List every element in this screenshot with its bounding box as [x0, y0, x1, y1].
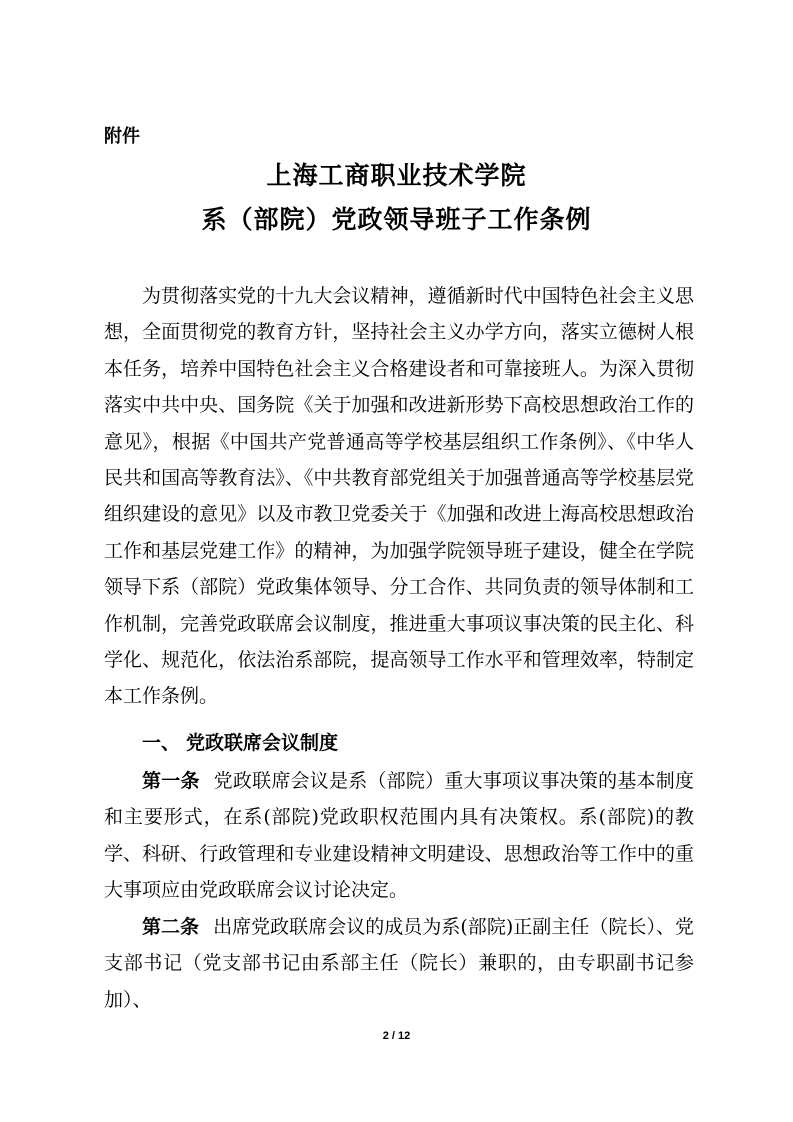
page-number: 2 / 12 — [382, 1030, 411, 1042]
section-title: 党政联席会议制度 — [186, 732, 339, 754]
article-1 — [104, 763, 694, 909]
section-heading — [142, 728, 338, 755]
article-1-label: 第一条 — [142, 770, 200, 792]
document-title-line2: 系（部院）党政领导班子工作条例 — [201, 205, 592, 234]
intro-paragraph: 为贯彻落实党的十九大会议精神，遵循新时代中国特色社会主义思想，全面贯彻党的教育方针，坚持社会主义办学方向，落实立德树人根本任务，培养中国特色社会主义合格建设者和可靠接班人。为深入贯彻落实中共中央、国务院《关于加强和改进新形势下高校思想政治工作的意见》，根据《中国共产党普通高等学校基层组织工作条例》、《中华人民共和国高等教育法》、《中共教育部党组关于加强普通高等学校基层党组织建设的意见》以及市教卫党委关于《加强和改进上海高校思想政治工作和基层党建工作》的精神，为加强学院领导班子建设，健全在学院领导下系（部院）党政集体领导、分工合作、共同负责的领导体制和工作机制，完善党政联席会议制度，推进重大事项议事决策的民主化、科学化、规范化，依法治系部院，提高领导工作水平和管理效率，特制定本工作条例。 — [104, 285, 694, 708]
section-number: 一、 — [142, 732, 181, 754]
article-1-text: 党政联席会议是系（部院）重大事项议事决策的基本制度和主要形式，在系(部院)党政职权范围内具有决策权。系(部院)的教学、科研、行政管理和专业建设精神文明建设、思想政治等工作中的重大事项应由党政联席会议讨论决定。 — [104, 770, 694, 902]
article-2 — [104, 909, 694, 1018]
document-title-line1: 上海工商职业技术学院 — [266, 161, 527, 190]
article-2-label: 第二条 — [142, 916, 200, 938]
attachment-label: 附件 — [104, 126, 140, 147]
article-2-text: 出席党政联席会议的成员为系(部院)正副主任（院长）、党支部书记（党支部书记由系部主任（院长）兼职的，由专职副书记参加）、 — [104, 916, 694, 1011]
